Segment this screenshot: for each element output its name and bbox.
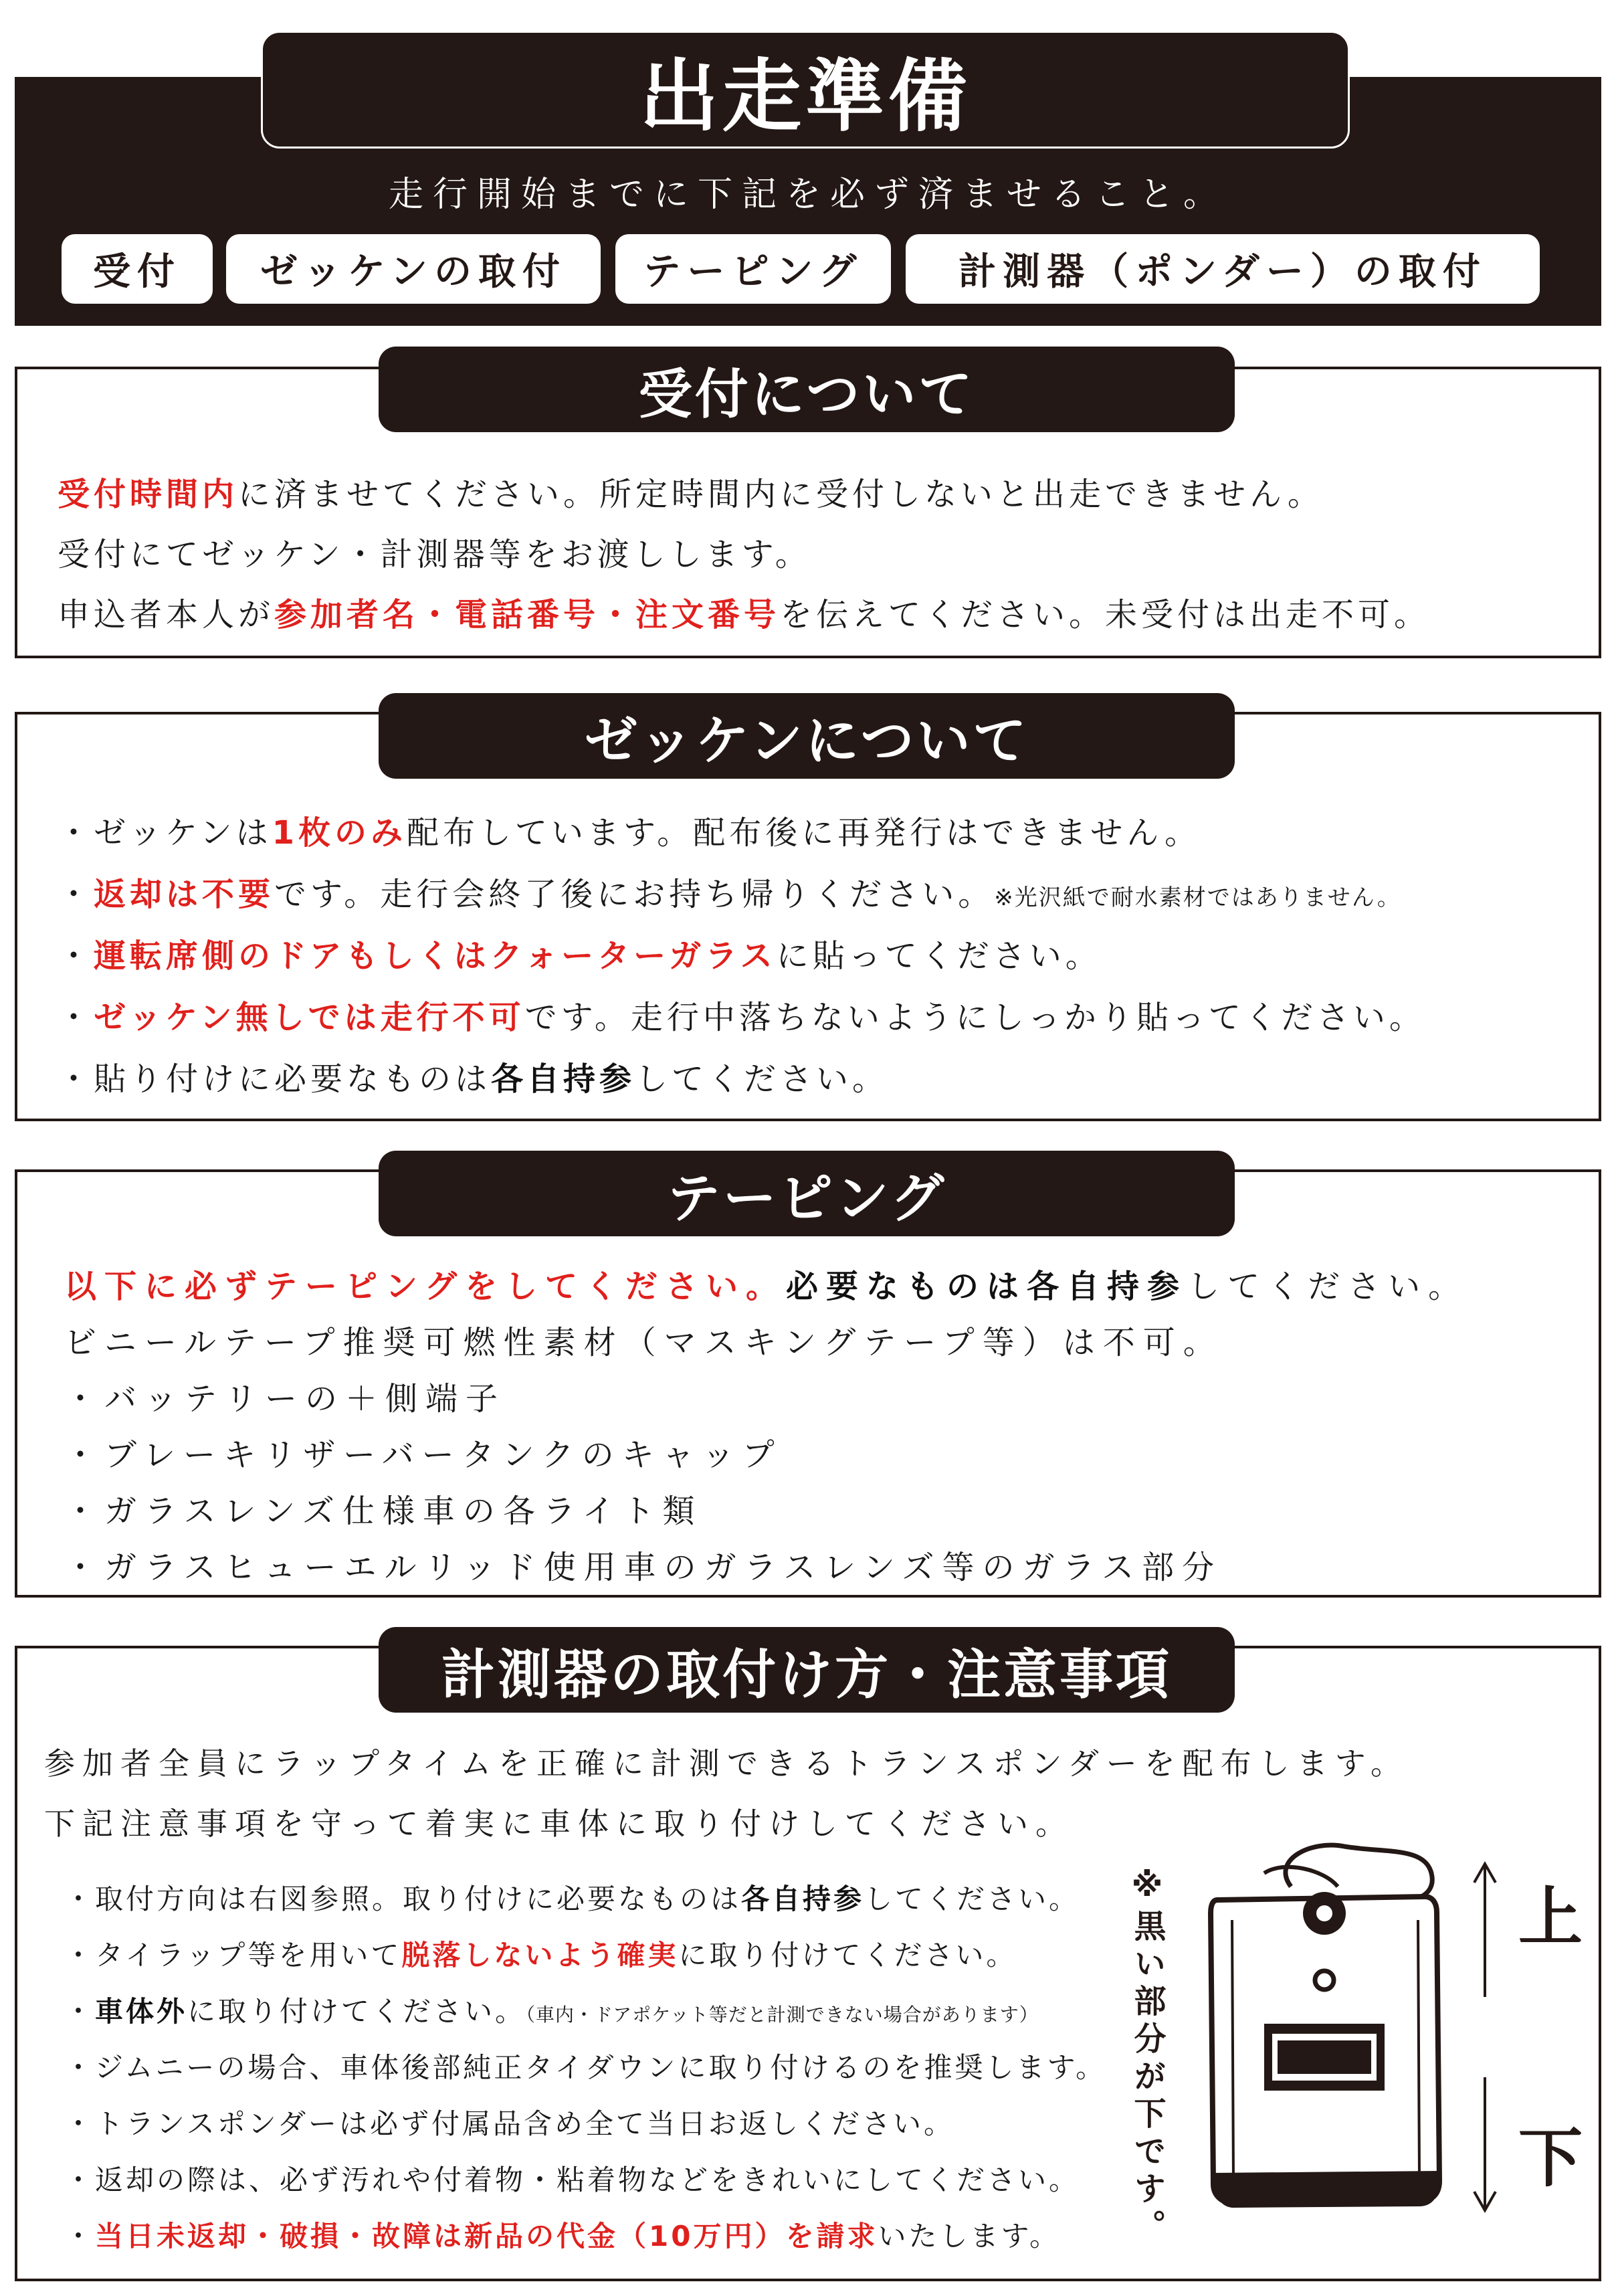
bib-heading: ゼッケンについて xyxy=(584,709,1029,772)
taping-line-2: ビニールテープ推奨可燃性素材（マスキングテープ等）は不可。 xyxy=(64,1324,1223,1361)
orientation-note: ※黒い部分が下です。 xyxy=(1128,1867,1166,2246)
taping-item-2: ・ブレーキリザーバータンクのキャップ xyxy=(64,1436,783,1474)
transponder-heading: 計測器の取付け方・注意事項 xyxy=(441,1643,1172,1706)
transponder-intro-2: 下記注意事項を守って着実に車体に取り付けしてください。 xyxy=(44,1806,1074,1842)
bib-line-1: ・ゼッケンは1枚のみ配布しています。配布後に再発行はできません。 xyxy=(58,814,1201,852)
taping-item-4: ・ガラスヒューエルリッド使用車のガラスレンズ等のガラス部分 xyxy=(64,1549,1223,1586)
reception-heading-box xyxy=(379,347,1235,432)
transponder-heading-box xyxy=(379,1627,1235,1713)
transponder-bullet-2: ・タイラップ等を用いて脱落しないよう確実に取り付けてください。 xyxy=(64,1939,1017,1972)
bib-line-3: ・運転席側のドアもしくはクォーターガラスに貼ってください。 xyxy=(58,937,1102,975)
transponder-intro-1: 参加者全員にラップタイムを正確に計測できるトランスポンダーを配布します。 xyxy=(44,1745,1409,1782)
reception-line-3: 申込者本人が参加者名・電話番号・注文番号を伝えてください。未受付は出走不可。 xyxy=(58,596,1431,634)
arrow-up-icon xyxy=(1472,1860,1498,2000)
step-bib: ゼッケンの取付 xyxy=(226,234,601,304)
header-subtitle: 走行開始までに下記を必ず済ませること。 xyxy=(388,175,1227,215)
step-reception: 受付 xyxy=(62,234,213,304)
transponder-bullet-1: ・取付方向は右図参照。取り付けに必要なものは各自持参してください。 xyxy=(64,1883,1080,1915)
taping-heading-box xyxy=(379,1151,1235,1236)
arrow-down-icon xyxy=(1472,2074,1498,2214)
taping-line-1: 以下に必ずテーピングをしてください。必要なものは各自持参してください。 xyxy=(64,1268,1469,1305)
bib-heading-box xyxy=(379,693,1235,779)
taping-item-1: ・バッテリーの＋側端子 xyxy=(64,1380,506,1418)
bib-line-5: ・貼り付けに必要なものは各自持参してください。 xyxy=(58,1060,889,1098)
bib-line-2: ・返却は不要です。走行会終了後にお持ち帰りください。※光沢紙で耐水素材ではありません。 xyxy=(58,876,1401,913)
bib-line-4: ・ゼッケン無しでは走行不可です。走行中落ちないようにしっかり貼ってください。 xyxy=(58,999,1425,1036)
transponder-illustration xyxy=(1191,1833,1458,2234)
page-title: 出走準備 xyxy=(639,50,971,142)
page-title-box xyxy=(261,31,1350,149)
transponder-bullet-6: ・返却の際は、必ず汚れや付着物・粘着物などをきれいにしてください。 xyxy=(64,2164,1080,2196)
label-down: 下 xyxy=(1518,2121,1583,2196)
label-up: 上 xyxy=(1518,1880,1583,1955)
step-transponder: 計測器（ポンダー）の取付 xyxy=(906,234,1540,304)
transponder-bullet-3: ・車体外に取り付けてください。（車内・ドアポケット等だと計測できない場合があります） xyxy=(64,1995,1039,2028)
reception-heading: 受付について xyxy=(638,363,975,425)
reception-line-2: 受付にてゼッケン・計測器等をお渡しします。 xyxy=(58,536,811,573)
step-list xyxy=(0,234,1616,304)
step-taping: テーピング xyxy=(615,234,891,304)
transponder-bullet-4: ・ジムニーの場合、車体後部純正タイダウンに取り付けるのを推奨します。 xyxy=(64,2051,1107,2084)
reception-line-1: 受付時間内に済ませてください。所定時間内に受付しないと出走できません。 xyxy=(58,476,1324,513)
taping-item-3: ・ガラスレンズ仕様車の各ライト類 xyxy=(64,1493,703,1530)
transponder-bullet-5: ・トランスポンダーは必ず付属品含め全て当日お返しください。 xyxy=(64,2107,955,2140)
taping-heading: テーピング xyxy=(666,1167,947,1230)
transponder-bullet-7: ・当日未返却・破損・故障は新品の代金（10万円）を請求いたします。 xyxy=(64,2220,1061,2253)
